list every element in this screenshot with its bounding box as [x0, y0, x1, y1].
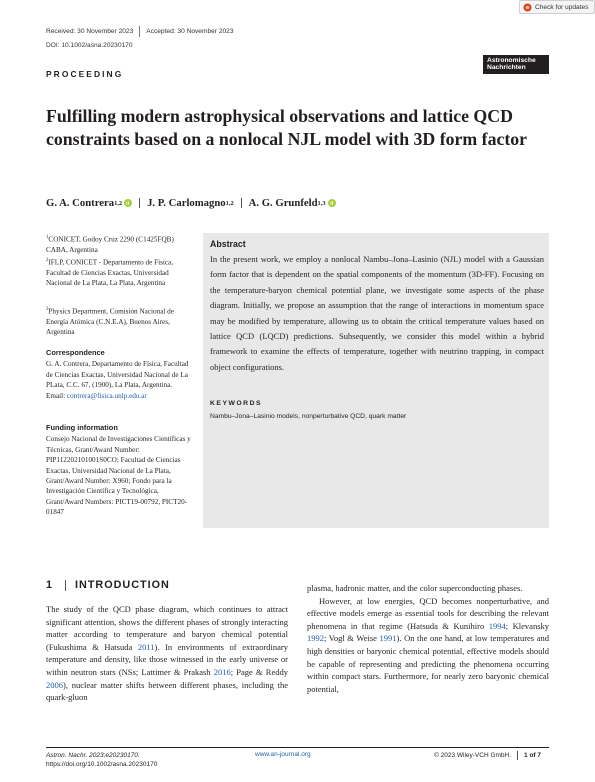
- section-title: INTRODUCTION: [75, 579, 170, 591]
- footer-citation: Astron. Nachr. 2023;e20230170.: [46, 752, 140, 759]
- email-link[interactable]: contrera@fisica.unlp.edu.ar: [66, 391, 147, 400]
- author-affiliation-marker: 1,3: [317, 199, 326, 207]
- body-paragraph: [307, 595, 549, 696]
- check-updates-icon: [523, 3, 532, 12]
- body-text: ), nuclear matter shifts between different phases, including the quark-gluon: [46, 679, 288, 703]
- affiliation-text: Physics Department, Comisión Nacional de Energía Atómica (C.N.E.A), Buenos Aires, Argentina: [46, 307, 174, 337]
- citation-link[interactable]: 1992: [307, 633, 324, 644]
- affiliation-marker: 3: [46, 307, 49, 312]
- citation-link[interactable]: 1994: [488, 620, 506, 631]
- affiliation-text: IFLP, CONICET - Departamento de Física, Facultad de Ciencias Exactas, Universidad Nacional de La Plata, La Plata, Argentina: [46, 258, 174, 288]
- footer-citation-block: [46, 751, 157, 769]
- article-type-label: PROCEEDING: [46, 69, 124, 79]
- body-text: ). In environments of extraordinary temperature and density, like those witnessed in the early universe or within neutron stars (NSs; Lattimer & Prakash: [46, 641, 289, 677]
- footer-doi-link[interactable]: https://doi.org/10.1002/asna.20230170: [46, 761, 158, 769]
- body-right-column: [307, 582, 549, 695]
- author-name: A. G. Grunfeld: [248, 197, 318, 209]
- section-number: 1: [46, 579, 54, 591]
- section-heading: [46, 579, 170, 591]
- accepted-date: Accepted: 30 November 2023: [146, 28, 234, 35]
- received-date: Received: 30 November 2023: [46, 28, 134, 35]
- email-label: Email:: [46, 391, 66, 400]
- citation-link[interactable]: 2016: [213, 666, 231, 677]
- footer-divider: [517, 751, 518, 760]
- citation-link[interactable]: 2011: [137, 641, 155, 652]
- citation-link[interactable]: 2006: [46, 679, 63, 690]
- correspondence-heading: Correspondence: [46, 348, 105, 357]
- dates-line: [46, 26, 234, 37]
- check-for-updates-button[interactable]: [519, 0, 595, 14]
- doi-line: DOI: 10.1002/asna.20230170: [46, 42, 133, 49]
- footer-copyright: © 2023 Wiley-VCH GmbH.: [434, 752, 512, 759]
- email-line: [46, 391, 196, 401]
- dates-divider: [139, 26, 140, 37]
- author-name: G. A. Contrera: [46, 197, 115, 209]
- correspondence-text: G. A. Contrera, Departamento de Física, Facultad de Ciencias Exactas, Universidad Nacional de La PLata, C.C. 67, (1900), La Plata, Argentina.: [46, 360, 189, 390]
- abstract-text: In the present work, we employ a nonlocal Nambu–Jona–Lasinio (NJL) model with a Gaussian form factor that is dependent on the spatial components of the momentum (3D-FF). Focusing on the temperature-baryon chemical potential plane, we investigate some aspects of the phase diagram. Initially, we propose an assumption that the range of interactions in momentum space may be modified by temperature, allowing us to obtain the critical temperature values based on lattice QCD (LQCD) predictions. Subsequently, we consider this model within a hybrid framework to examine the effects of temperature, together with neutrino trapping, in compact object configurations.: [210, 254, 544, 372]
- author-list: [46, 197, 336, 209]
- author-divider: [241, 198, 242, 208]
- footer-site-link[interactable]: www.an-journal.org: [255, 751, 311, 758]
- body-text: ). On the one hand, at low temperatures and high densities or baryonic chemical potential, effective models should be capable of representing and predicting the phenomena occurring within compact stars. Furthermore, for nearly zero baryonic chemical potential,: [307, 633, 549, 694]
- page-number: 1 of 7: [524, 752, 542, 759]
- funding-heading: Funding information: [46, 423, 118, 432]
- author-name: J. P. Carlomagno: [147, 197, 226, 209]
- body-left-column: [46, 603, 288, 704]
- body-paragraph: [46, 603, 288, 704]
- orcid-icon[interactable]: [124, 199, 132, 207]
- body-text: ; Vogl & Weise: [324, 633, 380, 644]
- footer-rule: [46, 747, 549, 748]
- check-updates-label: Check for updates: [535, 3, 589, 11]
- affiliation-marker: 2: [46, 258, 49, 263]
- keywords-text: Nambu–Jona–Lasinio models, nonperturbative QCD, quark matter: [210, 413, 407, 420]
- journal-logo-line1: Astronomische: [487, 57, 536, 64]
- affiliation-2: [46, 256, 196, 289]
- funding-text: Consejo Nacional de Investigaciones Científicas y Técnicas, Grant/Award Number: PIP112202101001S0CO; Facultad de Ciencias Exactas, Universidad Nacional de La Plata, Grant/Award Number: X960; Fondo para la Investigación Científica y Tecnológica, Grant/Award Numbers: PICT19-00792, PICT20-01847: [46, 435, 191, 517]
- body-paragraph: plasma, hadronic matter, and the color superconducting phases.: [307, 583, 523, 593]
- affiliation-text: CONICET, Godoy Cruz 2290 (C1425FQB) CABA, Argentina: [46, 235, 174, 254]
- paper-title: Fulfilling modern astrophysical observations and lattice QCD constraints based on a nonlocal NJL model with 3D form factor: [46, 106, 528, 150]
- citation-link[interactable]: 1991: [379, 633, 397, 644]
- author-affiliation-marker: 1,2: [225, 199, 234, 207]
- author-divider: [139, 198, 140, 208]
- abstract-heading: Abstract: [210, 239, 246, 249]
- section-divider: [65, 580, 66, 591]
- body-text: ; Page & Reddy: [230, 666, 288, 677]
- body-text: The study of the QCD phase diagram, which continues to attract significant attention, shows the different phases of strongly interacting matter according to temperature and baryon chemical potential (Fukushima & Hatsuda: [46, 604, 288, 652]
- affiliation-marker: 1: [46, 235, 49, 240]
- journal-logo-line2: Nachrichten: [487, 64, 526, 72]
- journal-logo: [483, 55, 549, 74]
- keywords-heading: KEYWORDS: [210, 400, 263, 407]
- footer-right: [434, 751, 541, 760]
- author-affiliation-marker: 1,2: [114, 199, 123, 207]
- body-text: ; Klevansky: [505, 620, 549, 631]
- funding-block: [46, 423, 196, 518]
- affiliation-1: [46, 233, 196, 255]
- affiliation-3: [46, 305, 196, 338]
- correspondence-block: [46, 348, 196, 401]
- orcid-icon[interactable]: [328, 199, 336, 207]
- body-text: However, at low energies, QCD becomes nonperturbative, and effective models emerge as essential tools for describing the relevant phenomena in that regime (Hatsuda & Kunihiro: [307, 595, 549, 631]
